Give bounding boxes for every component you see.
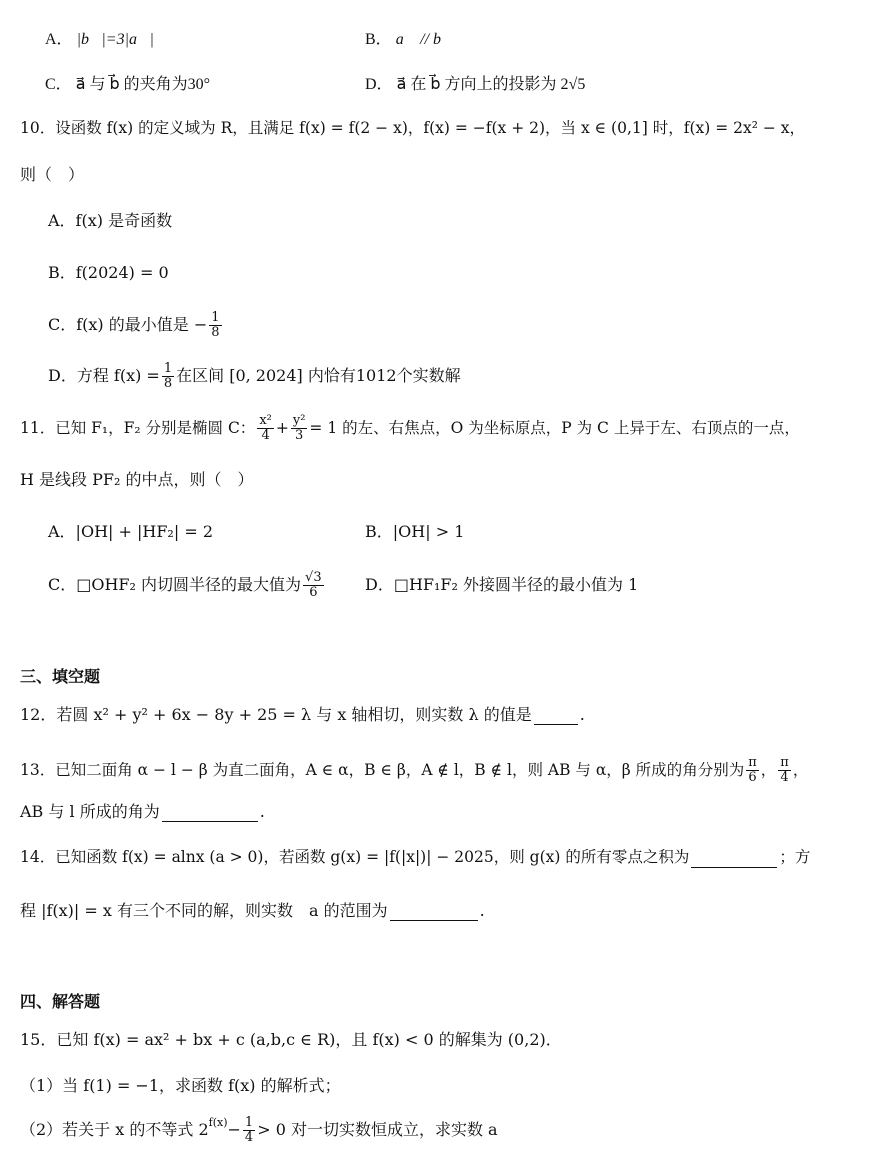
option-text: D．方程 f(x) = (48, 366, 160, 386)
separator-end: ， (792, 760, 809, 779)
fraction-numerator: π (748, 754, 757, 770)
option-label: C． (45, 76, 72, 93)
fraction (291, 414, 308, 442)
fraction (778, 756, 791, 784)
q13-line2-end: . (259, 802, 265, 821)
exponent: f(x) (208, 1116, 228, 1129)
option-label: B． (365, 31, 392, 48)
fraction-denominator: 8 (163, 375, 173, 391)
q12-text: 12．若圆 x² + y² + 6x − 8y + 25 = λ 与 x 轴相切，则实数 λ 的值是 (20, 705, 532, 724)
fraction-numerator: y² (292, 412, 306, 428)
fraction-denominator: 6 (748, 769, 757, 785)
q13-text: 13．已知二面角 α − l − β 为直二面角，A ∈ α，B ∈ β，A ∉ l，B ∉ l，则 AB 与 α，β 所成的角分别为 (20, 760, 745, 779)
q11-option-d: D．□HF₁F₂ 外接圆半径的最小值为 1 (365, 575, 639, 594)
q14-line2 (20, 901, 485, 921)
fraction (162, 362, 174, 390)
q10-stem-line2: 则（ ） (20, 165, 85, 184)
fraction-denominator: 4 (244, 1129, 254, 1145)
q15-part2 (20, 1108, 498, 1152)
fraction-denominator: 3 (295, 427, 304, 443)
q11-stem-pre: 11．已知 F₁，F₂ 分别是椭圆 C： (20, 418, 256, 437)
fraction-numerator: 1 (244, 1114, 254, 1130)
q11-stem (20, 406, 800, 450)
edge-fade (500, 1118, 560, 1142)
section-heading-fill-in: 三、填空题 (20, 667, 101, 686)
minus-sign: − (227, 1120, 241, 1140)
answer-blank[interactable] (691, 848, 777, 868)
fraction (209, 311, 221, 339)
q10-option-c (48, 305, 224, 345)
fraction-denominator: 4 (261, 427, 270, 443)
fraction (243, 1116, 255, 1144)
q13 (20, 748, 808, 792)
answer-blank[interactable] (390, 901, 478, 921)
q14-text: 14．已知函数 f(x) = alnx (a > 0)，若函数 g(x) = |f(|x|)| − 2025，则 g(x) 的所有零点之积为 (20, 848, 690, 866)
q11-stem-line2: H 是线段 PF₂ 的中点，则（ ） (20, 470, 254, 489)
q14-mid: ；方 (779, 848, 811, 866)
option-text: a⃗ // b⃗ (395, 31, 454, 48)
answer-blank[interactable] (534, 705, 578, 725)
q10-stem: 10．设函数 f(x) 的定义域为 R，且满足 f(x) = f(2 − x)，f(x) = −f(x + 2)，当 x ∈ (0,1] 时，f(x) = 2x² − x， (20, 119, 806, 137)
q15-part2-text: （2）若关于 x 的不等式 2 (20, 1120, 209, 1140)
q10-option-d (48, 356, 461, 396)
q14-line2-end: . (479, 901, 485, 920)
fraction-denominator: 6 (309, 584, 318, 600)
option-text: C．□OHF₂ 内切圆半径的最大值为 (48, 575, 302, 595)
fraction (257, 414, 274, 442)
q15-part1: （1）当 f(1) = −1，求函数 f(x) 的解析式； (20, 1076, 341, 1095)
option-value: 2√5 (560, 76, 586, 93)
plus-sign: + (275, 418, 289, 437)
fraction-numerator: π (780, 754, 789, 770)
fraction-numerator: √3 (305, 569, 322, 585)
option-text: |b⃗|=3|a⃗| (76, 31, 154, 48)
fraction-numerator: 1 (211, 309, 220, 325)
option-text: a⃗ 与 b⃗ 的夹角为30° (75, 76, 211, 93)
answer-blank[interactable] (162, 802, 258, 822)
fraction (303, 571, 324, 599)
q10-option-b: B．f(2024) = 0 (48, 263, 169, 282)
option-label: D． (365, 76, 393, 93)
q9-option-b (365, 30, 453, 49)
fraction-numerator: 1 (163, 360, 173, 376)
q12 (20, 705, 585, 725)
q10-option-a: A．f(x) 是奇函数 (48, 211, 173, 230)
option-text: a⃗ 在 b⃗ 方向上的投影为 (396, 76, 557, 93)
q11-option-b: B．|OH| > 1 (365, 522, 465, 541)
q9-option-d (365, 75, 585, 94)
q9-option-c (45, 75, 210, 94)
fraction-denominator: 8 (211, 324, 220, 340)
fraction (746, 756, 759, 784)
section-heading-answer: 四、解答题 (20, 992, 101, 1011)
fraction-numerator: x² (259, 412, 272, 428)
q15-stem: 15．已知 f(x) = ax² + bx + c (a,b,c ∈ R)，且 f(x) < 0 的解集为 (0,2)． (20, 1030, 562, 1049)
q15-part2-end: > 0 对一切实数恒成立，求实数 a (257, 1120, 498, 1140)
q14-line2-text: 程 |f(x)| = x 有三个不同的解，则实数 a 的范围为 (20, 901, 388, 920)
q9-option-a (45, 30, 154, 49)
fraction-denominator: 4 (780, 769, 789, 785)
q12-end: . (579, 705, 585, 724)
option-text-end: 在区间 [0, 2024] 内恰有1012个实数解 (176, 366, 461, 386)
q11-option-a: A．|OH| + |HF₂| = 2 (48, 522, 213, 541)
q13-line2 (20, 802, 265, 822)
separator: ， (760, 760, 777, 779)
q11-option-c (48, 563, 326, 607)
option-label: A． (45, 31, 73, 48)
q14 (20, 848, 810, 868)
q13-line2-text: AB 与 l 所成的角为 (20, 802, 160, 821)
q11-stem-post: = 1 的左、右焦点，O 为坐标原点，P 为 C 上异于左、右顶点的一点， (309, 418, 800, 437)
option-text: C．f(x) 的最小值是 − (48, 315, 208, 335)
